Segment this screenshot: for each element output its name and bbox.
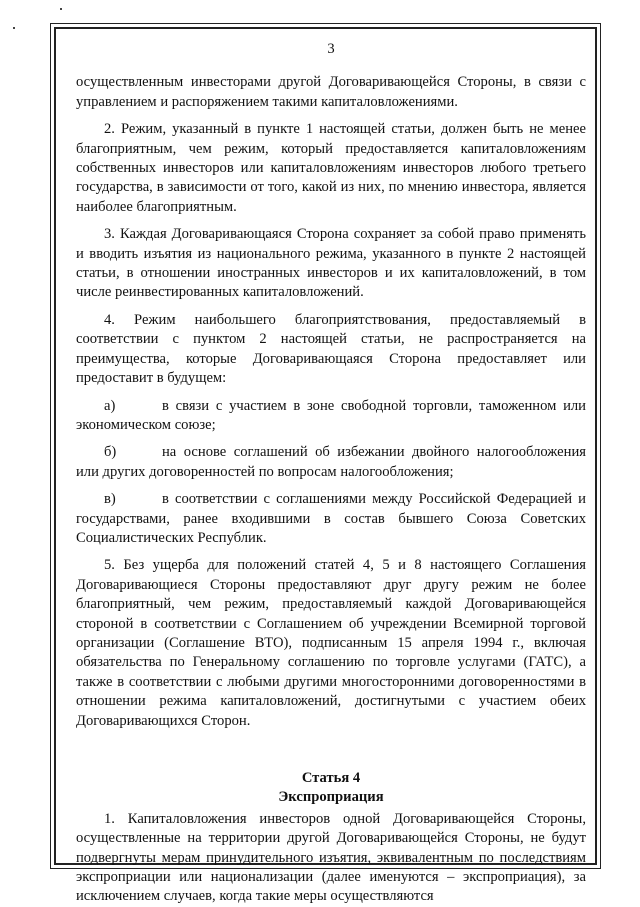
scan-speck (13, 27, 15, 29)
list-letter: а) (104, 397, 116, 414)
list-text: на основе соглашений об избежании двойного налогообложения или других договоренностей по вопросам налогообложения; (76, 444, 586, 480)
list-text: в соответствии с соглашениями между Российской Федерацией и государствами, ранее входившими в состав бывшего Союза Советских Социалистических Республик. (76, 491, 586, 546)
paragraph-5: 5. Без ущерба для положений статей 4, 5 и 8 настоящего Соглашения Договаривающиеся Стороны предоставляют друг другу режим не более благоприятный, чем режим, предоставляемый каждой Договаривающейся стороной в соответствии с Соглашением об учреждении Всемирной торговой организации (Соглашение ВТО), подписанным 15 апреля 1994 г., включая обязательства по Генеральному соглашению по торговле услугами (ГАТС), а также в соответствии с любыми другими многосторонними договоренностями в отношении режима капиталовложений, достигнутыми с участием обеих Договаривающихся Сторон. (76, 557, 586, 729)
paragraph-3: 3. Каждая Договаривающаяся Сторона сохраняет за собой право применять и вводить изъятия из национального режима, указанного в пункте 2 настоящей статьи, в отношении иностранных инвесторов и их капиталовложений, в том числе реинвестированных капиталовложений. (76, 226, 586, 301)
list-item-a (76, 397, 586, 436)
article-heading (76, 769, 586, 808)
article-number: Статья 4 (301, 770, 361, 786)
paragraph-2: 2. Режим, указанный в пункте 1 настоящей статьи, должен быть не менее благоприятным, чем режим, который предоставляется капиталовложениям собственных инвесторов или капиталовложениям инвесторов любого третьего государства, в зависимости от того, какой из них, по мнению инвестора, является наиболее благоприятным. (76, 121, 586, 215)
article-4-paragraph-1: 1. Капиталовложения инвесторов одной Договаривающейся Стороны, осуществленные на территории другой Договаривающейся Стороны, не будут подвергнуты мерам принудительного изъятия, эквивалентным по последствиям экспроприации или национализации (далее именуются – экспроприация), за исключением случаев, когда такие меры осуществляются (76, 810, 586, 905)
article-title: Экспроприация (278, 789, 384, 806)
list-text: в связи с участием в зоне свободной торговли, таможенном или экономическом союзе; (76, 397, 586, 433)
page-number: 3 (327, 41, 335, 57)
list-letter: в) (104, 491, 116, 508)
scan-speck (60, 8, 62, 10)
list-item-b (76, 443, 586, 482)
list-letter: б) (104, 444, 117, 461)
paragraph-continuation: осуществленным инвесторами другой Договаривающейся Стороны, в связи с управлением и распоряжением такими капиталовложениями. (76, 74, 586, 110)
document-body (76, 40, 586, 907)
list-item-v (76, 490, 586, 548)
paragraph-4: 4. Режим наибольшего благоприятствования, предоставляемый в соответствии с пунктом 2 настоящей статьи, не распространяется на преимущества, которые Договаривающаяся Сторона предоставляет или предоставит в будущем: (76, 311, 586, 387)
